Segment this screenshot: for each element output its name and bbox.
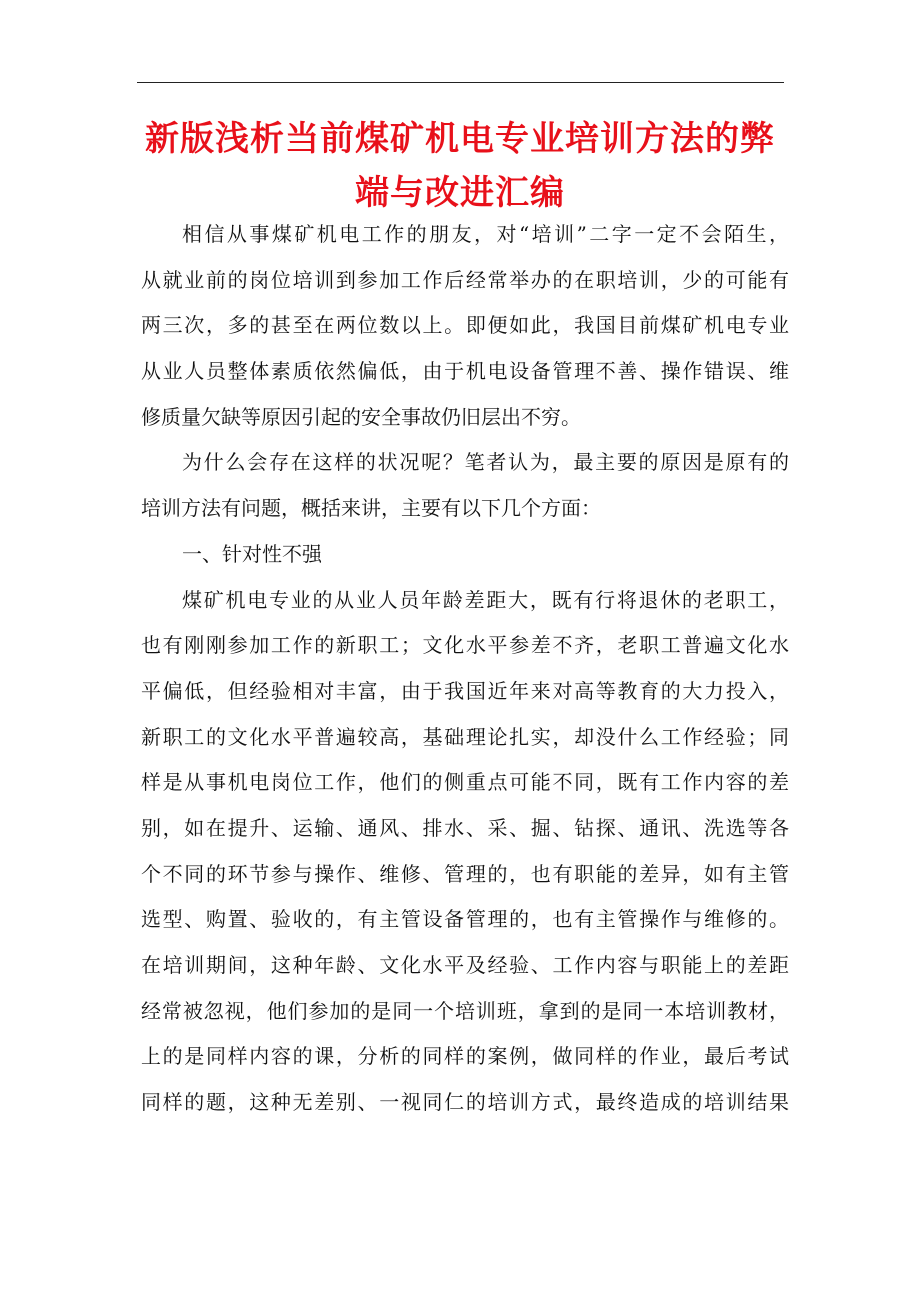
paragraph-line: 上的是同样内容的课，分析的同样的案例，做同样的作业，最后考试 — [141, 1044, 789, 1069]
section-heading-text: 一、针对性不强 — [182, 541, 322, 566]
paragraph-line: 个不同的环节参与操作、维修、管理的，也有职能的差异，如有主管 — [141, 861, 789, 886]
paragraph-line: 从业人员整体素质依然偏低，由于机电设备管理不善、操作错误、维 — [141, 359, 789, 384]
paragraph-line: 煤矿机电专业的从业人员年龄差距大，既有行将退休的老职工， — [182, 587, 789, 612]
paragraph-line: 两三次，多的甚至在两位数以上。即便如此，我国目前煤矿机电专业 — [141, 313, 789, 338]
paragraph-line: 培训方法有问题，概括来讲，主要有以下几个方面： — [141, 496, 601, 521]
document-title — [120, 112, 800, 220]
paragraph-line: 也有刚刚参加工作的新职工；文化水平参差不齐，老职工普遍文化水 — [141, 633, 789, 658]
paragraph-line: 为什么会存在这样的状况呢？笔者认为，最主要的原因是原有的 — [182, 450, 789, 475]
paragraph-line: 相信从事煤矿机电工作的朋友，对“培训”二字一定不会陌生， — [182, 222, 789, 246]
title-line-2: 端与改进汇编 — [355, 173, 565, 213]
paragraph-line: 平偏低，但经验相对丰富，由于我国近年来对高等教育的大力投入， — [141, 678, 789, 703]
paragraph-line: 同样的题，这种无差别、一视同仁的培训方式，最终造成的培训结果 — [141, 1090, 789, 1115]
paragraph-line: 修质量欠缺等原因引起的安全事故仍旧层出不穷。 — [141, 404, 581, 429]
paragraph-line: 别，如在提升、运输、通风、排水、采、掘、钻探、通讯、洗选等各 — [141, 815, 789, 840]
document-body — [141, 212, 789, 1126]
paragraph-line: 经常被忽视，他们参加的是同一个培训班，拿到的是同一本培训教材， — [141, 998, 789, 1023]
header-rule — [137, 82, 784, 83]
paragraph-line: 选型、购置、验收的，有主管设备管理的，也有主管操作与维修的。 — [141, 907, 789, 932]
section-heading — [141, 532, 789, 578]
paragraph-analysis — [141, 578, 789, 1126]
paragraph-line: 新职工的文化水平普遍较高，基础理论扎实，却没什么工作经验；同 — [141, 724, 789, 749]
paragraph-intro — [141, 212, 789, 440]
paragraph-line: 在培训期间，这种年龄、文化水平及经验、工作内容与职能上的差距 — [141, 953, 789, 977]
paragraph-question — [141, 440, 789, 531]
title-line-1: 新版浅析当前煤矿机电专业培训方法的弊 — [145, 119, 775, 159]
paragraph-line: 从就业前的岗位培训到参加工作后经常举办的在职培训，少的可能有 — [141, 267, 789, 292]
paragraph-line: 样是从事机电岗位工作，他们的侧重点可能不同，既有工作内容的差 — [141, 770, 789, 795]
